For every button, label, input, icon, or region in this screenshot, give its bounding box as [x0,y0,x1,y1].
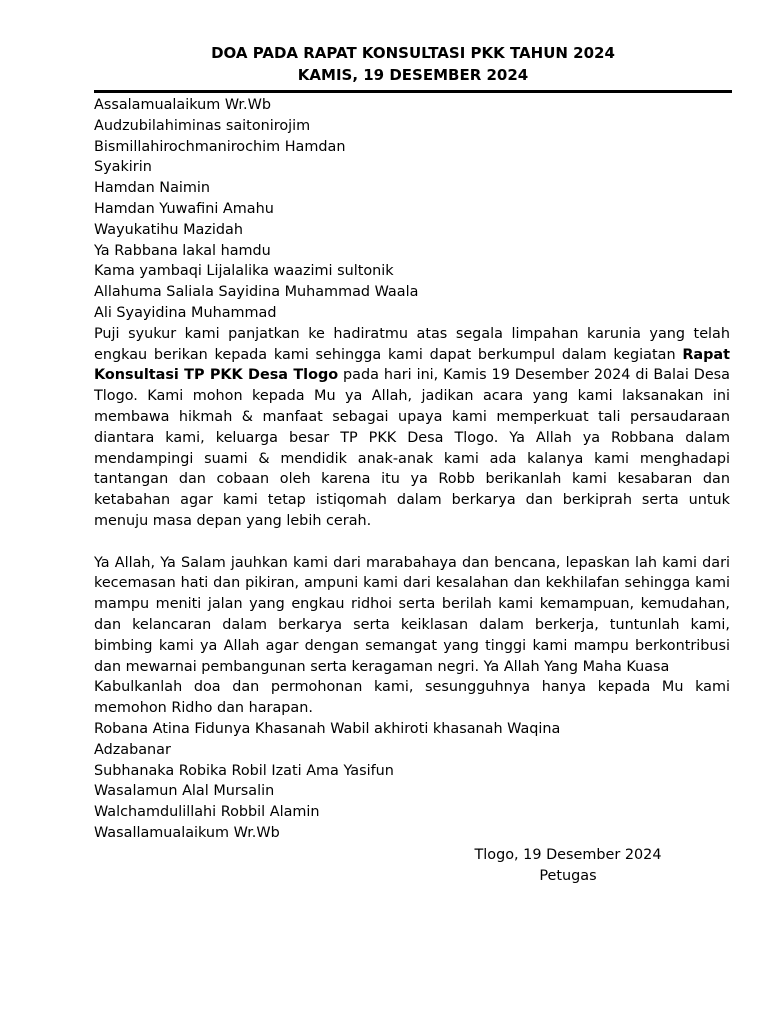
opening-line: Ya Rabbana lakal hamdu [94,242,271,259]
closing-line: Robana Atina Fidunya Khasanah Wabil akhiroti khasanah Waqina [94,720,561,737]
closing-line: Wasalamun Alal Mursalin [94,783,275,800]
opening-line: Hamdan Naimin [94,180,211,197]
opening-line: Ali Syayidina Muhammad [94,304,277,321]
header-divider [94,90,732,93]
opening-line: Allahuma Saliala Sayidina Muhammad Waala [94,284,419,301]
closing-line: Walchamdulillahi Robbil Alamin [94,804,320,821]
paragraph-gratitude-start: Puji syukur kami panjatkan ke hadiratmu atas segala limpahan karunia yang telah engkau berikan kepada kami sehingga kami dapat berkumpul dalam kegiatan [94,325,730,363]
opening-line: Syakirin [94,159,152,176]
signature-place-date: Tlogo, 19 Desember 2024 [474,847,662,863]
opening-line: Kama yambaqi Lijalalika waazimi sultonik [94,263,394,280]
signature-role: Petugas [539,867,597,884]
closing-line: Subhanaka Robika Robil Izati Ama Yasifun [94,762,394,779]
paragraph-gratitude-end: pada hari ini, Kamis 19 Desember 2024 di Balai Desa Tlogo. Kami mohon kepada Mu ya Allah, jadikan acara yang kami laksanakan ini membawa hikmah & manfaat sebagai upaya kami memperkuat tali persaudaraan diantara kami, keluarga besar TP PKK Desa Tlogo. Ya Allah ya Robbana dalam mendampingi suami & mendidik anak-anak kami ada kalanya kami menghadapi tantangan dan cobaan oleh karena itu ya Robb berikanlah kami kesabaran dan ketabahan agar kami tetap istiqomah dalam berkarya dan berkiprah serta untuk menuju masa depan yang lebih cerah. [94,367,730,529]
paragraph-plea: Kabulkanlah doa dan permohonan kami, sesungguhnya hanya kepada Mu kami memohon Ridho dan harapan. [94,679,730,717]
event-name: Rapat Konsultasi TP PKK Desa Tlogo [94,346,730,384]
opening-line: Assalamualaikum Wr.Wb [94,97,271,113]
paragraph-spacer [94,532,730,553]
paragraph-supplication: Ya Allah, Ya Salam jauhkan kami dari marabahaya dan bencana, lepaskan lah kami dari kecemasan hati dan pikiran, ampuni kami dari kesalahan dan kekhilafan sehingga kami mampu meniti jalan yang engkau ridhoi serta berilah kami kemampuan, kemudahan, dan kelancaran dalam berkarya serta keiklasan dalam berkerja, tuntunlah kami, bimbing kami ya Allah agar dengan semangat yang tinggi kami mampu berkontribusi dan mewarnai pembangunan serta keragaman negri. Ya Allah Yang Maha Kuasa [94,554,730,675]
signature-block [468,845,668,887]
opening-line: Hamdan Yuwafini Amahu [94,200,274,217]
document-date: KAMIS, 19 DESEMBER 2024 [297,66,529,84]
closing-line: Adzabanar [94,741,171,758]
document-header [94,42,732,86]
opening-line: Bismillahirochmanirochim Hamdan [94,138,346,155]
paragraph-gratitude [94,324,730,532]
document-title: DOA PADA RAPAT KONSULTASI PKK TAHUN 2024 [211,44,615,62]
opening-line: Audzubilahiminas saitonirojim [94,117,311,134]
closing-line: Wasallamualaikum Wr.Wb [94,824,280,841]
prayer-body [94,95,730,844]
opening-line: Wayukatihu Mazidah [94,221,243,238]
